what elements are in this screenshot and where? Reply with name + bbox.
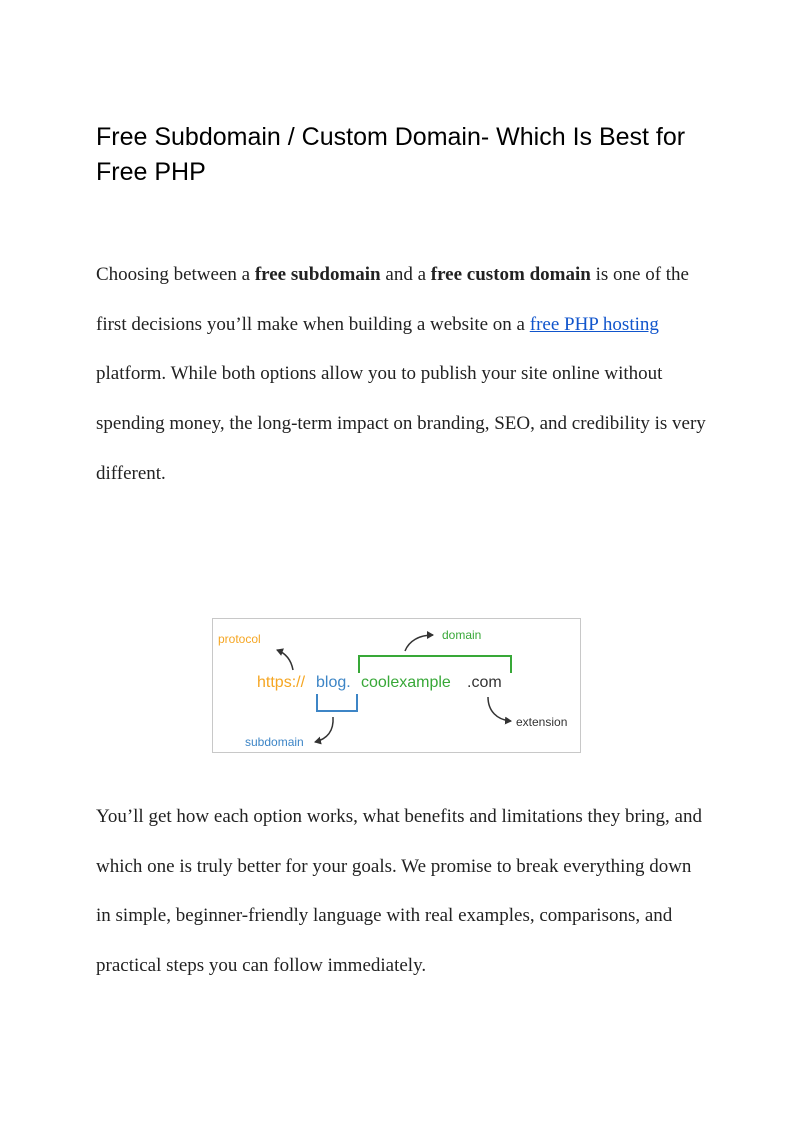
intro-text-2: and a <box>380 264 431 285</box>
subdomain-arrow <box>315 717 333 742</box>
domain-label: domain <box>442 628 482 642</box>
domain-arrow <box>405 635 433 651</box>
url-anatomy-figure <box>212 618 581 753</box>
intro-text-3: is one of the first decisions you’ll make when building a website on a <box>96 264 689 335</box>
body-paragraph: You’ll get how each option works, what benefits and limitations they bring, and which one is truly better for your goals. We promise to break everything down in simple, beginner-friendly language with real examples, comparisons, and practical steps you can follow immediately. <box>96 806 702 977</box>
subdomain-bracket <box>317 694 357 711</box>
intro-text-1: Choosing between a <box>96 264 255 285</box>
intro-text-4: platform. While both options allow you to publish your site online without spending money, the long-term impact on branding, SEO, and credibility is very different. <box>96 363 706 484</box>
extension-label: extension <box>516 715 568 729</box>
url-subdomain-text: blog. <box>316 674 351 691</box>
domain-bracket <box>359 656 511 673</box>
intro-paragraph <box>96 250 706 499</box>
free-subdomain-bold: free subdomain <box>254 264 381 285</box>
free-custom-domain-bold: free custom domain <box>430 264 591 285</box>
subdomain-label: subdomain <box>245 735 304 749</box>
url-extension-text: .com <box>467 674 502 691</box>
protocol-label: protocol <box>218 632 261 646</box>
page-title: Free Subdomain / Custom Domain- Which Is Best for Free PHP <box>96 123 686 186</box>
protocol-arrow <box>277 650 293 670</box>
free-php-hosting-link[interactable]: free PHP hosting <box>529 313 659 335</box>
url-protocol-text: https:// <box>257 674 306 691</box>
extension-arrow <box>488 697 511 721</box>
url-domain-text: coolexample <box>361 674 451 691</box>
url-diagram <box>213 619 580 752</box>
